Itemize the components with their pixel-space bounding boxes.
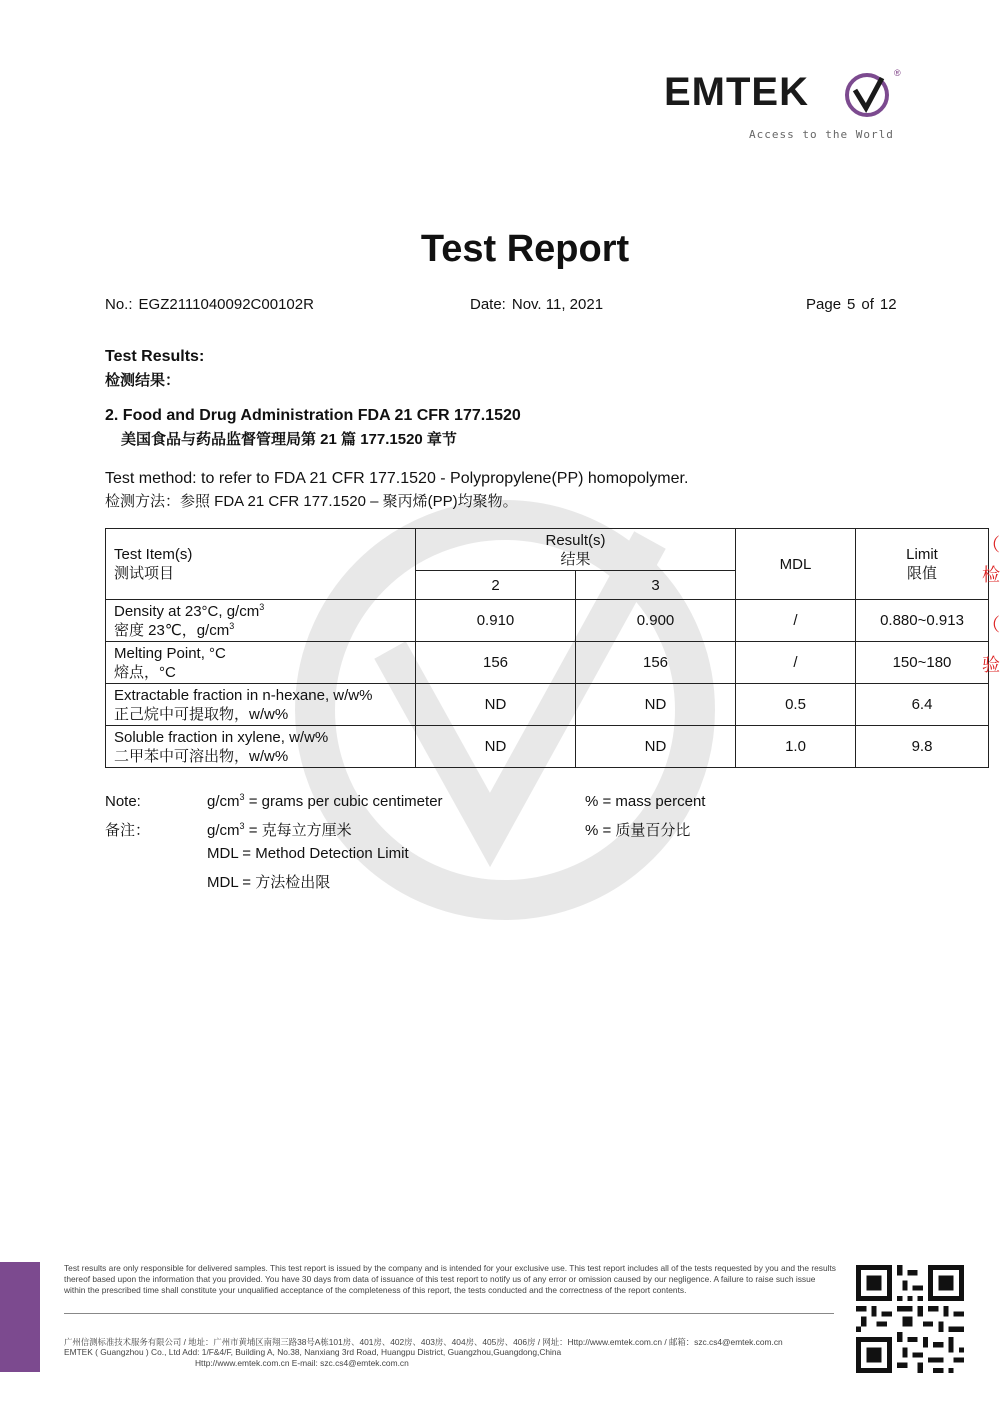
footer-address-en: EMTEK ( Guangzhou ) Co., Ltd Add: 1/F&4/F, Building A, No.38, Nanxiang 3rd Road, Huangpu District, Guangzhou,Guangdong,China — [64, 1347, 562, 1357]
report-number: No.: EGZ2111040092C00102R — [105, 296, 314, 313]
header-results: Result(s) 结果 — [416, 529, 736, 571]
limit-cell: 6.4 — [856, 684, 989, 726]
test-item-cell: Density at 23°C, $g/cm^3$ 密度 23℃，$g/cm^3$ — [106, 600, 416, 642]
mdl-cell: / — [736, 642, 856, 684]
note-gcm-en: $g/cm^3$ = grams per cubic centimeter — [207, 792, 443, 810]
test-item-cell: Extractable fraction in n-hexane, w/w% 正己烷中可提取物，w/w% — [106, 684, 416, 726]
footer-divider — [64, 1313, 834, 1314]
table-row — [106, 642, 989, 684]
limit-cell: 0.880~0.913 — [856, 600, 989, 642]
result-cell: 156 — [576, 642, 736, 684]
footer-address-cn: 广州信测标准技术服务有限公司 / 地址：广州市黄埔区南翔三路38号A栋101房、401房、402房、403房、404房、405房、406房 / 网址：Http://www.emtek.com.cn / 邮箱：szc.cs4@emtek.com.cn — [64, 1337, 783, 1347]
official-stamp: （ 检 （ 验 — [982, 535, 1000, 675]
company-logo — [664, 66, 904, 146]
note-label-cn: 备注： — [105, 822, 151, 839]
qr-code-icon — [856, 1265, 964, 1373]
header-sample-2: 2 — [416, 571, 576, 600]
footer-accent-bar — [0, 1262, 40, 1372]
test-method-en: Test method: to refer to FDA 21 CFR 177.1520 - Polypropylene(PP) homopolymer. — [105, 470, 689, 487]
result-cell: ND — [576, 726, 736, 768]
test-method-cn: 检测方法：参照 FDA 21 CFR 177.1520 – 聚丙烯(PP)均聚物。 — [105, 493, 518, 510]
logo-check-icon — [842, 70, 892, 120]
mdl-cell: / — [736, 600, 856, 642]
section-heading-en: 2. Food and Drug Administration FDA 21 CFR 177.1520 — [105, 407, 521, 424]
note-percent-cn: % = 质量百分比 — [585, 822, 691, 839]
result-cell: 156 — [416, 642, 576, 684]
test-item-cell: Melting Point, °C 熔点，°C — [106, 642, 416, 684]
limit-cell: 9.8 — [856, 726, 989, 768]
table-row — [106, 600, 989, 642]
mdl-cell: 0.5 — [736, 684, 856, 726]
note-gcm-cn: $g/cm^3$ = 克每立方厘米 — [207, 821, 352, 839]
results-heading-cn: 检测结果： — [105, 372, 181, 389]
header-sample-3: 3 — [576, 571, 736, 600]
section-heading-cn: 美国食品与药品监督管理局第 21 篇 177.1520 章节 — [121, 431, 457, 448]
table-row — [106, 684, 989, 726]
note-mdl-en: MDL = Method Detection Limit — [207, 845, 409, 862]
registered-mark: ® — [894, 68, 901, 78]
page-title: Test Report — [420, 228, 630, 270]
header-limit: Limit 限值 — [856, 529, 989, 600]
note-label-en: Note: — [105, 793, 141, 810]
header-mdl: MDL — [736, 529, 856, 600]
logo-wordmark: EMTEK — [664, 70, 809, 114]
result-cell: ND — [416, 684, 576, 726]
result-cell: ND — [416, 726, 576, 768]
results-table — [105, 528, 989, 768]
limit-cell: 150~180 — [856, 642, 989, 684]
note-mdl-cn: MDL = 方法检出限 — [207, 874, 331, 891]
result-cell: 0.910 — [416, 600, 576, 642]
footer-web-email: Http://www.emtek.com.cn E-mail: szc.cs4@emtek.com.cn — [195, 1358, 409, 1368]
page-number: Page 5 of 12 — [806, 296, 897, 313]
note-percent-en: % = mass percent — [585, 793, 706, 810]
mdl-cell: 1.0 — [736, 726, 856, 768]
footer-disclaimer: Test results are only responsible for delivered samples. This test report is issued by the company and is intended for your exclusive use. This test report includes all of the tests requested by you and the results thereof based upon the information that you provided. You have 30 days from data of issuance of this test report to notify us of any error or omission caused by our negligence. A failure to raise such issue within the prescribed time shall constitute your unqualified acceptance of the completeness of this report, the tests conducted and the correctness of the report contents. — [64, 1263, 836, 1295]
report-date: Date: Nov. 11, 2021 — [470, 296, 604, 313]
header-test-item: Test Item(s) 测试项目 — [106, 529, 416, 600]
table-row — [106, 726, 989, 768]
result-cell: 0.900 — [576, 600, 736, 642]
results-heading-en: Test Results: — [105, 348, 205, 365]
result-cell: ND — [576, 684, 736, 726]
test-item-cell: Soluble fraction in xylene, w/w% 二甲苯中可溶出物，w/w% — [106, 726, 416, 768]
logo-tagline: Access to the World — [749, 128, 894, 141]
